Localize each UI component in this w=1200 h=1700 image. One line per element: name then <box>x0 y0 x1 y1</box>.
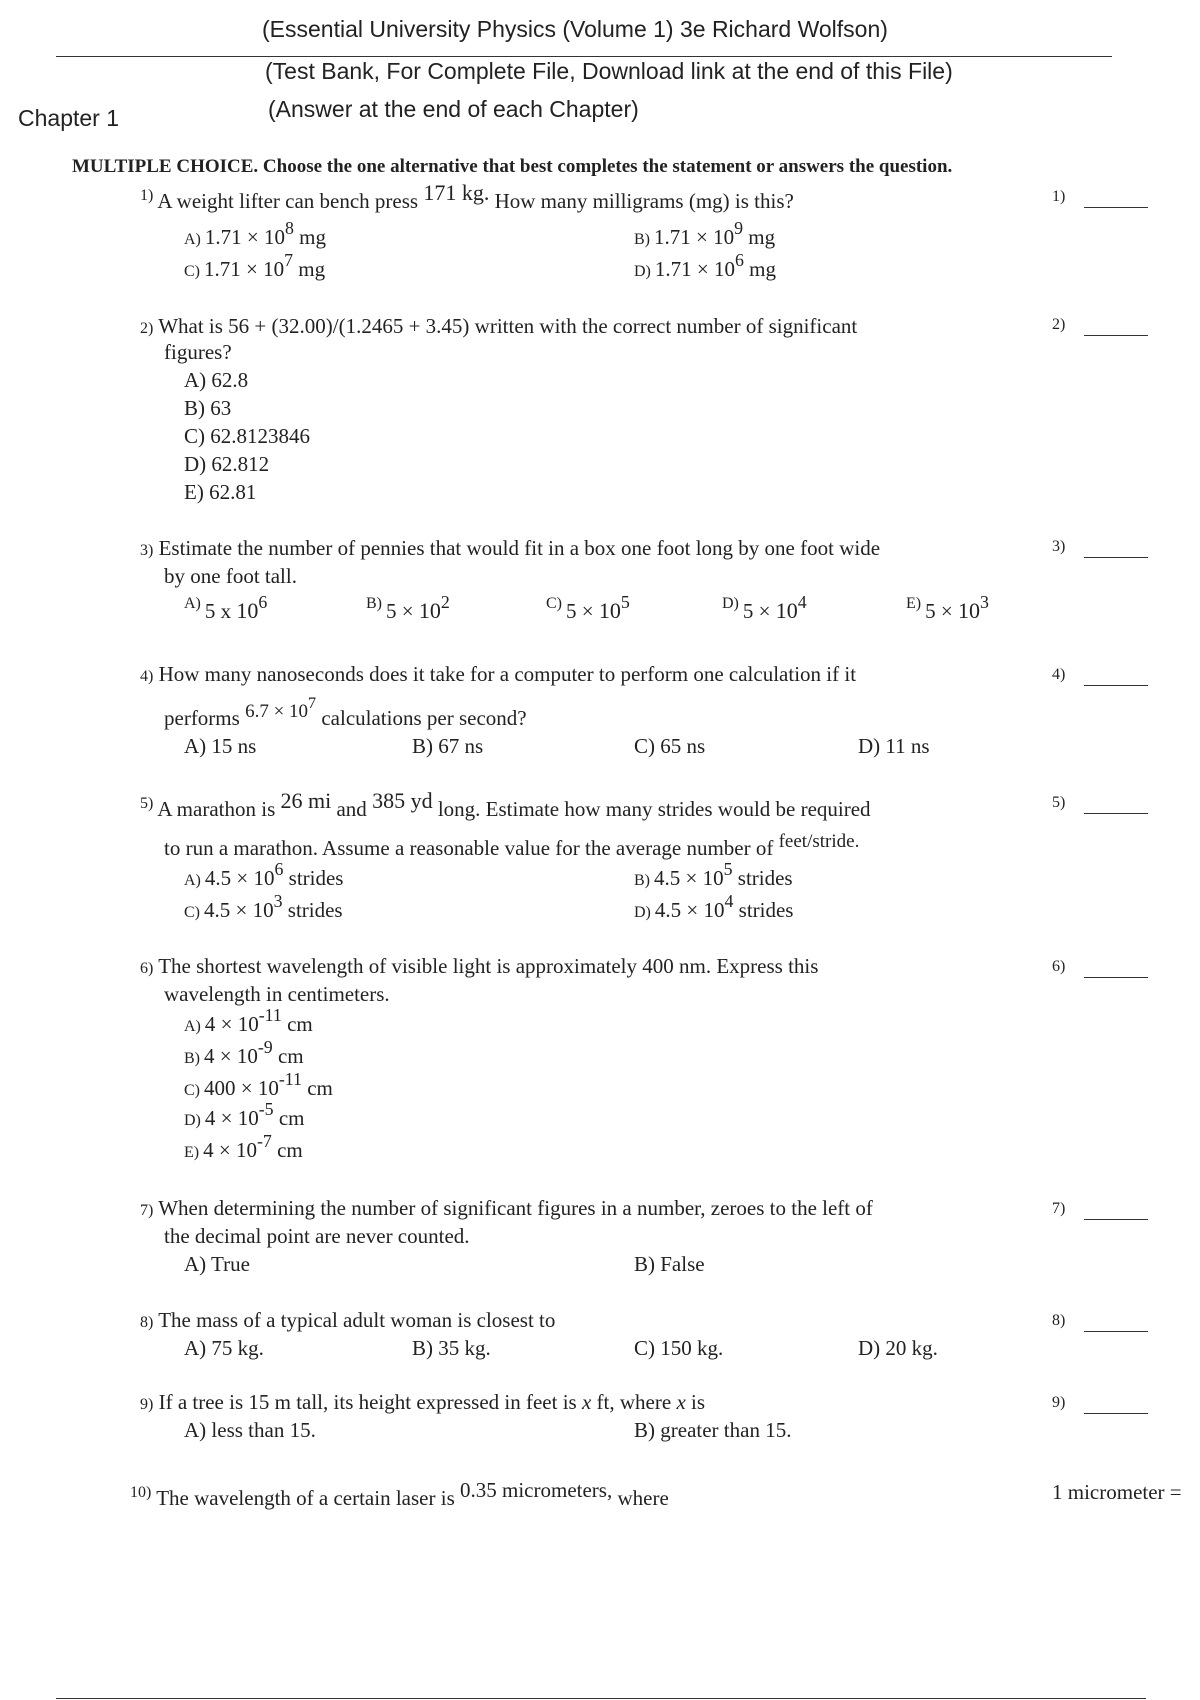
option-a: A) 62.8 <box>184 368 249 392</box>
question-text-continued: 1 micrometer = <box>1052 1480 1182 1504</box>
rate-value: $6.7 \times 10^7$ <box>245 695 317 722</box>
option-c: C) $4.5 \times 10^3$ strides <box>184 891 343 922</box>
question-10: $^{10)}$ The wavelength of a certain laser is 0.35 micrometers, where <box>130 1478 669 1510</box>
answer-number: 6) <box>1052 958 1066 975</box>
option-b: B) False <box>634 1252 705 1276</box>
answer-number: 2) <box>1052 316 1066 333</box>
question-2 <box>140 314 857 339</box>
question-text: How many milligrams (mg) is this? <box>494 189 794 213</box>
answer-blank[interactable] <box>1084 976 1148 978</box>
question-text: How many nanoseconds does it take for a computer to perform one calculation if it <box>158 662 857 686</box>
option-d: D) $1.71 \times 10^6$ mg <box>634 250 776 281</box>
option-b: $^{B)}$ $5 \times 10^2$ <box>366 592 450 623</box>
question-3 <box>140 536 880 561</box>
option-a: A) 15 ns <box>184 734 257 758</box>
chapter-label: Chapter 1 <box>18 105 120 131</box>
option-a: A) $1.71 \times 10^8$ mg <box>184 218 326 249</box>
question-4 <box>140 662 856 687</box>
question-5: $^{5)}$ A marathon is 26 mi and 385 yd long. Estimate how many strides would be required <box>140 788 871 821</box>
answer-blank[interactable] <box>1084 1218 1148 1220</box>
option-d: D) $4 \times 10^{-5}$ cm <box>184 1099 305 1130</box>
question-9: 9) If a tree is 15 m tall, its height expressed in feet is x ft, where x is <box>140 1390 706 1414</box>
question-number: 1) <box>140 187 154 204</box>
answer-number: 8) <box>1052 1312 1066 1329</box>
answer-number: 9) <box>1052 1394 1066 1411</box>
question-7 <box>140 1196 873 1221</box>
answer-blank[interactable] <box>1084 1412 1148 1414</box>
option-a: $^{A)}$ 5 x $10^6$ <box>184 592 268 623</box>
question-text-line2: performs $6.7 \times 10^7$ calculations per second? <box>164 695 527 730</box>
header-rule <box>56 56 1112 57</box>
option-b: B) $4.5 \times 10^5$ strides <box>634 859 793 890</box>
option-b: B) $1.71 \times 10^9$ mg <box>634 218 776 249</box>
footer-rule <box>56 1698 1146 1699</box>
answer-number: 5) <box>1052 794 1066 811</box>
option-d: D) 20 kg. <box>858 1336 938 1360</box>
question-number: 8) <box>140 1314 154 1331</box>
instructions: MULTIPLE CHOICE. Choose the one alternative that best completes the statement or answers the question. <box>72 156 953 177</box>
option-a: A) less than 15. <box>184 1418 316 1442</box>
option-c: C) $1.71 \times 10^7$ mg <box>184 250 326 281</box>
question-8 <box>140 1308 555 1333</box>
answer-number: 4) <box>1052 666 1066 683</box>
option-b: B) 67 ns <box>412 734 484 758</box>
option-a: A) $4.5 \times 10^6$ strides <box>184 859 344 890</box>
test-bank-note: (Test Bank, For Complete File, Download link at the end of this File) <box>265 58 953 84</box>
option-d: $^{D)}$ $5 \times 10^4$ <box>722 592 807 623</box>
question-6 <box>140 954 818 979</box>
option-b: B) 35 kg. <box>412 1336 491 1360</box>
mass-value: 171 kg. <box>423 180 490 205</box>
distance-miles: 26 mi <box>280 788 332 813</box>
question-text: A weight lifter can bench press <box>157 189 419 213</box>
question-text: What is 56 + (32.00)/(1.2465 + 3.45) written with the correct number of significant <box>158 314 858 338</box>
option-c: C) 150 kg. <box>634 1336 724 1360</box>
question-number: 7) <box>140 1202 154 1219</box>
question-text-line2: figures? <box>164 340 232 364</box>
question-text: Estimate the number of pennies that would fit in a box one foot long by one foot wide <box>158 536 881 560</box>
option-a: A) 75 kg. <box>184 1336 264 1360</box>
answer-blank[interactable] <box>1084 206 1148 208</box>
distance-yards: 385 yd <box>372 788 433 813</box>
option-e: E) 62.81 <box>184 480 257 504</box>
answer-number: 3) <box>1052 538 1066 555</box>
answer-blank[interactable] <box>1084 684 1148 686</box>
option-b: B) greater than 15. <box>634 1418 792 1442</box>
option-b: B) 63 <box>184 396 232 420</box>
question-number: 4) <box>140 668 154 685</box>
answer-blank[interactable] <box>1084 556 1148 558</box>
answer-number: 1) <box>1052 188 1066 205</box>
wavelength-value: 0.35 micrometers, <box>460 1478 613 1502</box>
question-number: 2) <box>140 320 154 337</box>
answer-blank[interactable] <box>1084 334 1148 336</box>
option-e: E) $4 \times 10^{-7}$ cm <box>184 1131 303 1162</box>
answer-number: 7) <box>1052 1200 1066 1217</box>
question-text: When determining the number of significant figures in a number, zeroes to the left of <box>158 1196 873 1220</box>
question-text-line2: wavelength in centimeters. <box>164 982 390 1006</box>
option-b: B) $4 \times 10^{-9}$ cm <box>184 1037 304 1068</box>
option-d: D) $4.5 \times 10^4$ strides <box>634 891 794 922</box>
question-number: 5) <box>140 795 154 812</box>
option-d: D) 11 ns <box>858 734 930 758</box>
book-title: (Essential University Physics (Volume 1) 3e Richard Wolfson) <box>262 16 888 42</box>
answer-blank[interactable] <box>1084 1330 1148 1332</box>
answer-blank[interactable] <box>1084 812 1148 814</box>
answer-note: (Answer at the end of each Chapter) <box>268 96 639 122</box>
question-number: 10) <box>130 1484 152 1501</box>
question-text: The shortest wavelength of visible light is approximately 400 nm. Express this <box>158 954 819 978</box>
stride-unit: feet/stride. <box>778 831 860 852</box>
question-number: 6) <box>140 960 154 977</box>
option-c: $^{C)}$ $5 \times 10^5$ <box>546 592 630 623</box>
question-text-line2: to run a marathon. Assume a reasonable value for the average number of feet/stride. <box>164 831 860 860</box>
option-d: D) 62.812 <box>184 452 270 476</box>
question-text: The mass of a typical adult woman is closest to <box>158 1308 556 1332</box>
option-a: A) $4 \times 10^{-11}$ cm <box>184 1005 313 1036</box>
option-c: C) 65 ns <box>634 734 706 758</box>
question-1 <box>140 180 794 214</box>
question-text-line2: by one foot tall. <box>164 564 297 588</box>
option-e: $^{E)}$ $5 \times 10^3$ <box>906 592 989 623</box>
option-c: C) 62.8123846 <box>184 424 310 448</box>
question-number: 9) <box>140 1396 154 1413</box>
option-c: C) $400 \times 10^{-11}$ cm <box>184 1069 333 1100</box>
question-text-line2: the decimal point are never counted. <box>164 1224 470 1248</box>
question-number: 3) <box>140 542 154 559</box>
option-a: A) True <box>184 1252 250 1276</box>
